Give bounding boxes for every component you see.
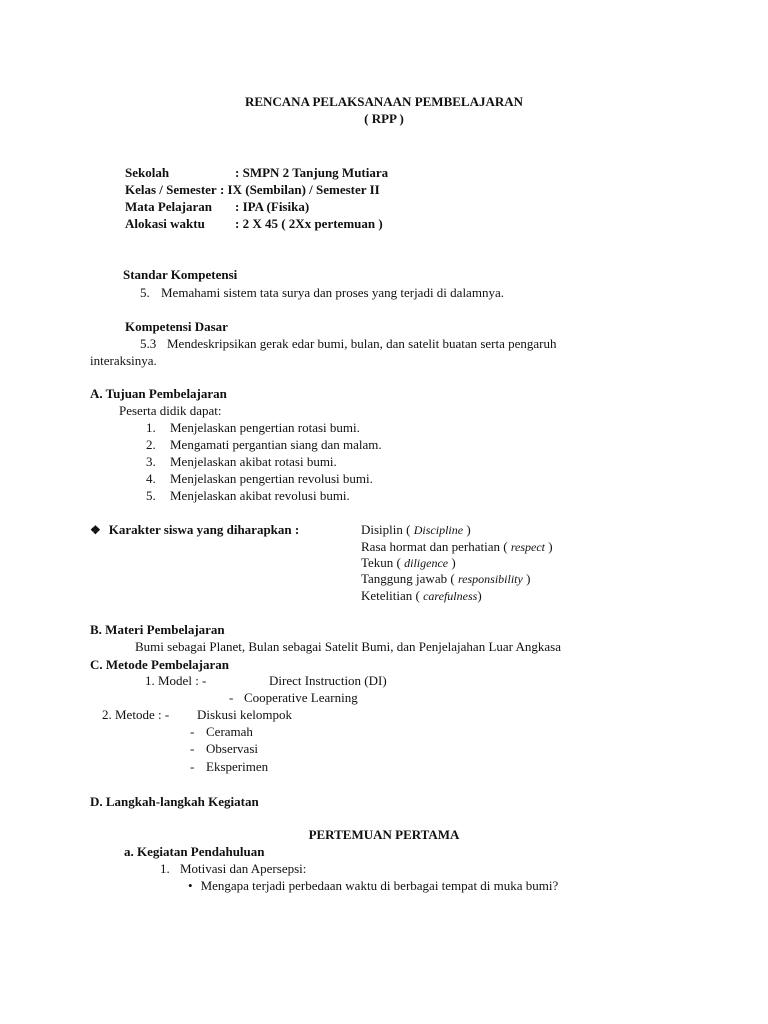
metode-item: Diskusi kelompok: [197, 707, 292, 722]
identity-row-school: [125, 164, 388, 181]
karakter-label: Karakter siswa yang diharapkan :: [108, 522, 300, 537]
identity-value: 2 X 45 ( 2Xx pertemuan ): [242, 216, 383, 231]
question-row: [188, 877, 558, 894]
list-text: Menjelaskan pengertian rotasi bumi.: [170, 420, 360, 435]
list-dash: -: [190, 724, 195, 739]
identity-sep: :: [219, 182, 228, 197]
list-number: 3.: [146, 454, 156, 469]
metode-item: Observasi: [206, 741, 258, 756]
karakter-label-row: [90, 521, 299, 539]
kompetensi-dasar-text-line1: Mendeskripsikan gerak edar bumi, bulan, dan satelit buatan serta pengaruh: [167, 336, 557, 351]
list-item: [146, 487, 350, 504]
karakter-text: ): [477, 588, 482, 603]
model-item: Direct Instruction (DI): [269, 673, 387, 688]
metode-item: Ceramah: [206, 724, 253, 739]
diamond-bullet-icon: ❖: [90, 523, 101, 537]
model-label: 1. Model : -: [145, 673, 207, 688]
pertemuan-heading: PERTEMUAN PERTAMA: [308, 827, 460, 842]
list-number: 1.: [146, 420, 156, 435]
karakter-item: [361, 587, 482, 605]
karakter-text: ): [545, 539, 553, 554]
list-dash: -: [190, 741, 195, 756]
standar-kompetensi-number: 5.: [140, 285, 150, 300]
kompetensi-dasar-number: 5.3: [140, 336, 157, 351]
karakter-item: [361, 521, 471, 539]
identity-value: SMPN 2 Tanjung Mutiara: [242, 165, 389, 180]
materi-text: Bumi sebagai Planet, Bulan sebagai Satelit Bumi, dan Penjelajahan Luar Angkasa: [135, 639, 562, 654]
identity-row-subject: [125, 198, 309, 215]
list-item: [146, 436, 382, 453]
karakter-text: Rasa hormat dan perhatian (: [361, 539, 511, 554]
karakter-text: ): [463, 522, 471, 537]
list-item: [146, 470, 373, 487]
list-number: 4.: [146, 471, 156, 486]
karakter-item: [361, 570, 530, 588]
metode-heading: C. Metode Pembelajaran: [90, 657, 229, 672]
kompetensi-dasar-heading: Kompetensi Dasar: [125, 319, 228, 334]
bullet-icon: •: [188, 878, 193, 893]
identity-label: Alokasi waktu: [125, 216, 205, 231]
karakter-text: ): [522, 571, 531, 586]
karakter-term: respect: [510, 540, 546, 554]
identity-row-time: [125, 215, 383, 232]
identity-value: IX (Sembilan) / Semester II: [227, 182, 380, 197]
karakter-term: Discipline: [413, 523, 464, 537]
karakter-text: Ketelitian (: [361, 588, 424, 603]
karakter-term: carefulness: [423, 589, 478, 603]
karakter-text: Disiplin (: [361, 522, 414, 537]
identity-label: Kelas / Semester: [125, 182, 217, 197]
karakter-text: ): [448, 555, 456, 570]
document-title: RENCANA PELAKSANAAN PEMBELAJARAN: [244, 94, 524, 109]
document-subtitle: ( RPP ): [364, 111, 404, 126]
identity-sep: :: [235, 216, 243, 231]
karakter-term: responsibility: [457, 572, 523, 586]
list-item: [146, 419, 360, 436]
karakter-term: diligence: [404, 556, 449, 570]
standar-kompetensi-heading: Standar Kompetensi: [123, 267, 238, 282]
materi-heading: B. Materi Pembelajaran: [90, 622, 225, 637]
list-text: Mengamati pergantian siang dan malam.: [170, 437, 382, 452]
list-dash: -: [190, 759, 195, 774]
identity-value: IPA (Fisika): [242, 199, 310, 214]
identity-sep: :: [235, 165, 243, 180]
langkah-item-number: 1.: [160, 861, 170, 876]
identity-sep: :: [235, 199, 243, 214]
list-text: Menjelaskan akibat revolusi bumi.: [170, 488, 350, 503]
karakter-text: Tanggung jawab (: [361, 571, 458, 586]
tujuan-intro: Peserta didik dapat:: [119, 403, 222, 418]
list-item: [146, 453, 337, 470]
identity-row-class: [125, 181, 380, 198]
karakter-text: Tekun (: [361, 555, 405, 570]
list-number: 2.: [146, 437, 156, 452]
identity-label: Mata Pelajaran: [125, 199, 213, 214]
list-text: Menjelaskan pengertian revolusi bumi.: [170, 471, 373, 486]
langkah-item-text: Motivasi dan Apersepsi:: [180, 861, 307, 876]
kompetensi-dasar-text-line2: interaksinya.: [90, 353, 157, 368]
metode-item: Eksperimen: [206, 759, 269, 774]
identity-label: Sekolah: [125, 165, 170, 180]
kegiatan-pendahuluan-heading: a. Kegiatan Pendahuluan: [124, 844, 265, 859]
list-number: 5.: [146, 488, 156, 503]
model-item: Cooperative Learning: [244, 690, 358, 705]
tujuan-heading: A. Tujuan Pembelajaran: [90, 386, 227, 401]
question-text: Mengapa terjadi perbedaan waktu di berbagai tempat di muka bumi?: [200, 878, 559, 893]
list-dash: -: [229, 690, 234, 705]
metode-label: 2. Metode : -: [102, 707, 170, 722]
standar-kompetensi-text: Memahami sistem tata surya dan proses yang terjadi di dalamnya.: [161, 285, 504, 300]
langkah-heading: D. Langkah-langkah Kegiatan: [90, 794, 259, 809]
list-text: Menjelaskan akibat rotasi bumi.: [170, 454, 337, 469]
